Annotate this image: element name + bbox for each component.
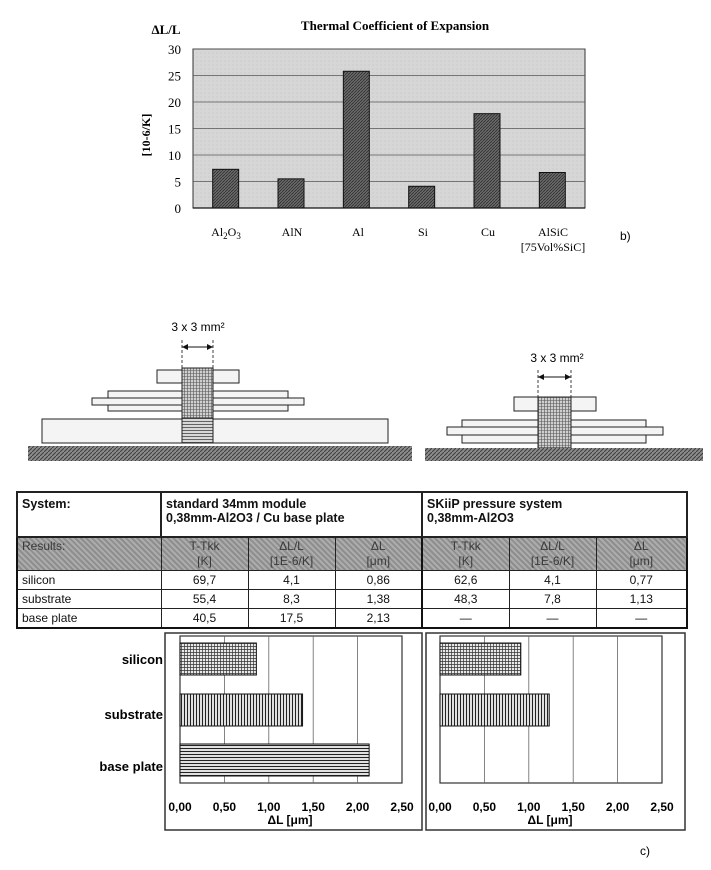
x-tick-label: 0,00 [168,800,192,814]
y-tick-label: 25 [168,68,181,84]
y-tick-label: 20 [168,95,181,110]
bar [539,172,565,208]
table-cell: — [596,609,687,629]
table-cell: — [509,609,596,629]
col-header: ΔL/L [1E-6/K] [509,537,596,571]
table-cell: 4,1 [509,571,596,590]
right-system-line1: SKiiP pressure system [427,497,563,511]
right-system-line2: 0,38mm-Al2O3 [427,511,514,525]
category-label-silicon: silicon [121,652,163,667]
x-tick-alsic-sub: [75Vol%SiC] [520,240,586,254]
bar [180,694,303,726]
bar [180,744,369,776]
table-cell: 0,86 [335,571,422,590]
x-tick-label: 1,00 [257,800,281,814]
row-label: substrate [17,590,161,609]
x-tick-cu: Cu [480,225,496,239]
right-ground [425,448,703,461]
y-tick-label: 30 [168,42,181,57]
bar [474,114,500,208]
table-cell: 55,4 [161,590,248,609]
left-x-axis-label: ΔL [μm] [267,813,313,827]
delta-l-charts [0,630,711,870]
col-header: ΔL/L [1E-6/K] [248,537,335,571]
thermal-expansion-chart [0,0,711,270]
table-cell: 40,5 [161,609,248,629]
table-cell: — [422,609,509,629]
table-cell: 1,13 [596,590,687,609]
left-ground [28,446,412,461]
system-row [17,492,687,537]
y-tick-label: 15 [168,121,181,137]
results-label: Results: [17,537,161,571]
x-tick-label: 2,50 [650,800,674,814]
x-tick-label: 2,00 [345,800,370,814]
bar [180,643,256,675]
col-header: T-Tkk [K] [161,537,248,571]
row-label: base plate [17,609,161,629]
left-dimension-label: 3 x 3 mm² [171,320,225,334]
x-tick-label: 2,50 [390,800,414,814]
table-cell: 17,5 [248,609,335,629]
bar [440,643,521,675]
y-axis-top-label: ΔL/L [151,22,181,37]
skiip-pressure-stack [425,351,703,461]
table-row [17,590,687,609]
col-header: ΔL [μm] [596,537,687,571]
left-system-line2: 0,38mm-Al2O3 / Cu base plate [166,511,345,525]
system-label: System: [17,492,161,537]
x-tick-label: 0,50 [212,800,237,814]
y-tick-labels [168,42,181,216]
table-cell: 4,1 [248,571,335,590]
category-label-substrate: substrate [104,707,163,722]
left-system [161,492,422,537]
bar [440,694,549,726]
x-tick-label: 1,50 [301,800,325,814]
standard-module-stack [28,320,412,461]
panel-label-c: c) [640,844,650,858]
y-tick-label: 10 [168,148,181,163]
table-cell: 62,6 [422,571,509,590]
table-cell: 1,38 [335,590,422,609]
x-tick-si: Si [417,225,429,239]
x-tick-al: Al [352,225,364,239]
left-delta-l-chart [168,636,414,814]
x-tick-label: 0,00 [428,800,452,814]
x-tick-al2o3: $Al_2O_3$ [211,225,241,241]
x-tick-label: 1,50 [561,800,585,814]
y-tick-label: 0 [174,201,181,216]
x-tick-label: 2,00 [605,800,630,814]
row-label: silicon [17,571,161,590]
x-tick-alsic: AlSiC [537,225,569,239]
right-delta-l-chart [428,636,674,814]
table-row [17,571,687,590]
col-header: ΔL [μm] [335,537,422,571]
right-dimension-label: 3 x 3 mm² [530,351,584,365]
table-cell: 2,13 [335,609,422,629]
chart-title: Thermal Coefficient of Expansion [300,18,490,33]
x-tick-label: 1,00 [517,800,541,814]
category-labels [99,652,163,774]
table-cell: 0,77 [596,571,687,590]
table-row [17,609,687,629]
module-cross-section-diagram [0,300,711,470]
category-label-base-plate: base plate [99,759,163,774]
right-x-axis-label: ΔL [μm] [527,813,573,827]
results-header-row [17,537,687,571]
x-tick-aln: AlN [281,225,303,239]
x-tick-label: 0,50 [472,800,497,814]
y-tick-label: 5 [174,174,181,190]
table-cell: 7,8 [509,590,596,609]
y-axis-side-label: [10-6/K] [139,113,153,157]
results-table [16,491,688,629]
table-cell: 48,3 [422,590,509,609]
bar [409,186,435,208]
bar [213,169,239,208]
table-cell: 8,3 [248,590,335,609]
table-cell: 69,7 [161,571,248,590]
panel-label-b: b) [620,229,631,243]
x-tick-labels [211,225,585,254]
bar [343,71,369,208]
bar [278,179,304,208]
col-header: T-Tkk [K] [422,537,509,571]
left-system-line1: standard 34mm module [166,497,307,511]
right-system [422,492,687,537]
